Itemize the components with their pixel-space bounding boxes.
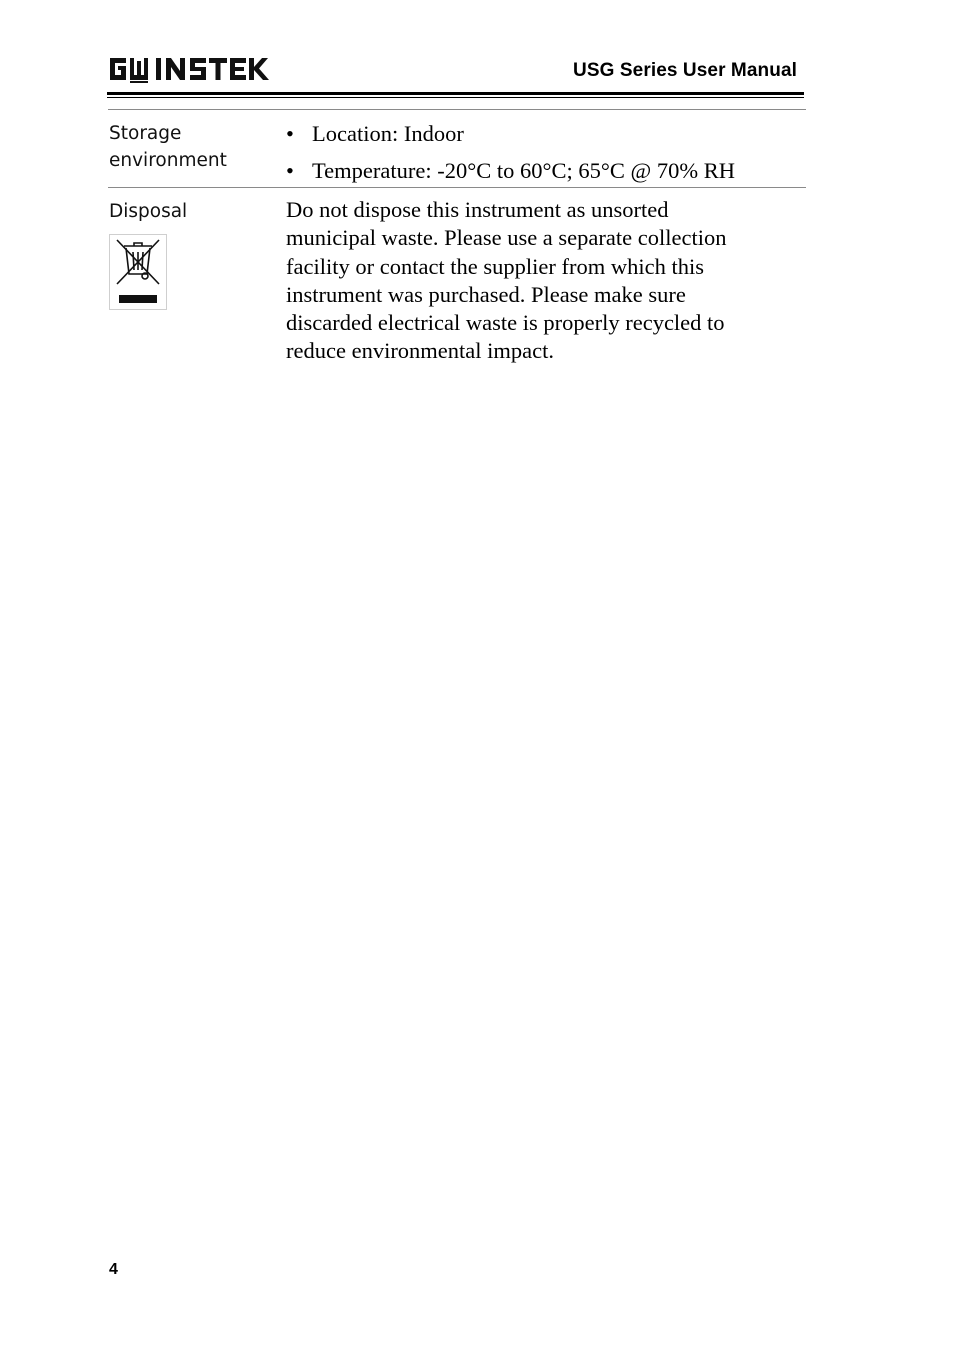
text-line: reduce environmental impact. <box>286 338 555 364</box>
page-number: 4 <box>109 1261 118 1278</box>
weee-crossed-bin-icon <box>109 234 167 310</box>
text-line: instrument was purchased. Please make sure <box>286 281 686 307</box>
manual-title: USG Series User Manual <box>573 60 797 81</box>
list-item: • Temperature: -20°C to 60°C; 65°C @ 70% RH <box>286 155 735 192</box>
text-line: discarded electrical waste is properly recycled to <box>286 310 725 336</box>
label-line: environment <box>109 150 227 171</box>
label-line: Storage <box>109 123 182 144</box>
header-rule-thin <box>107 97 804 98</box>
row-divider <box>108 187 806 188</box>
row-divider <box>108 109 806 110</box>
list-item: • Location: Indoor <box>286 118 735 155</box>
text-line: facility or contact the supplier from which this <box>286 253 705 279</box>
text-line: Do not dispose this instrument as unsorted <box>286 197 669 222</box>
text-line: municipal waste. Please use a separate collection <box>286 225 727 251</box>
storage-environment-label <box>109 120 227 174</box>
disposal-text <box>286 196 796 366</box>
gw-instek-logo <box>108 54 278 84</box>
disposal-label: Disposal <box>109 201 188 222</box>
header-rule-thick <box>107 92 804 95</box>
storage-environment-list <box>286 118 735 192</box>
